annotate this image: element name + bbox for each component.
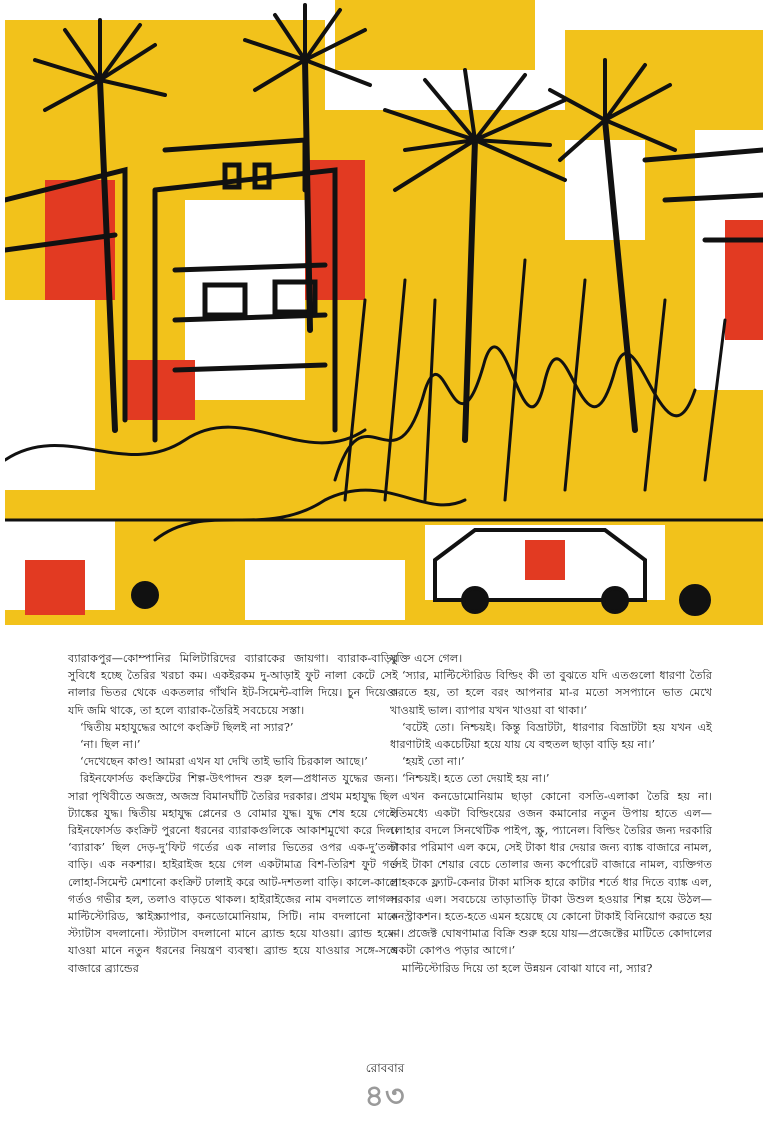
paragraph: যুক্তি এসে গেল। (390, 652, 463, 665)
paragraph: ‘স্যার, মাল্টিস্টোরিড বিল্ডিং কী তা বুঝতে যদি এতগুলো ধারণা তৈরি করতে হয়, তা হলে বরং আপনার মা-র মতো সসপ্যানে ভাত মেখে খাওয়াই ভাল। ব্যাপার যখন খাওয়া বা থাকা।’ (390, 669, 712, 717)
paragraph: ‘নিশ্চয়ই। হতে তো দেয়াই হয় না।’ (402, 772, 550, 786)
street-scene-illustration (5, 0, 763, 625)
paragraph: ‘বটেই তো। নিশ্চয়ই। কিন্তু বিভ্রাটটা, ধারণার বিভ্রাটটা হয় যখন এই ধারণাটাই একচেটিয়া হয়ে যায় যে বহুতল ছাড়া বাড়ি হয় না।’ (390, 720, 712, 752)
article-right-column (390, 650, 712, 977)
paragraph: রিইনফোর্সড কংক্রিটের শিল্প-উৎপাদন শুরু হল—প্রধানত যুদ্ধের জন্য। সারা পৃথিবীতে অজস্র, অজস্র বিমানঘাঁটি তৈরির দরকার। প্রথম মহাযুদ্ধ ছিল ট্যাঙ্কের যুদ্ধ। দ্বিতীয় মহাযুদ্ধ প্লেনের ও বোমার যুদ্ধ। যুদ্ধ শেষ হয়ে গেলে রিইনফোর্সড কংক্রিট পুরনো ধরনের ব্যারাকগুলিকে আকাশমুখো করে দিল। ‘ব্যারাক’ ছিল দেড়-দু’ফিট গর্তের এক নালার ভিতের ওপর এক-দু’তলা বাড়ি। এক নকশার। হাইরাইজ হয়ে গেল একটামাত্র বিশ-তিরিশ ফুট গর্ত লোহা-সিমেন্ট মেশানো কংক্রিট ঢালাই করে আট-দশতলা বাড়ি। কালে-কালে গর্তও গভীর হল, তলাও বাড়তে থাকল। হাইরাইজের নাম বদলাতে লাগল। মাল্টিস্টোরিড, স্কাইস্ক্র্যাপার, কনডোমোনিয়াম, সিটি। নাম বদলানো মানে স্ট্যাটাস বদলানো। স্ট্যাটাস বদলানো মানে ব্র্যান্ড হয়ে যাওয়া। ব্র্যান্ড হয়ে-যাওয়া মানে নতুন ধরনের নিয়ন্ত্রণ ব্যবস্থা। ব্র্যান্ড হয়ে যাওয়ার সঙ্গে-সঙ্গে বাজারে ব্র্যান্ডের (68, 772, 398, 975)
article-left-column (68, 650, 398, 977)
paragraph: ‘দেখেছেন কাণ্ড! আমরা এখন যা দেখি তাই ভাবি চিরকাল আছে।’ (80, 755, 368, 769)
paragraph: ‘দ্বিতীয় মহাযুদ্ধের আগে কংক্রিট ছিলই না স্যার?’ (80, 720, 294, 734)
street-scene-illustration-icon (5, 0, 763, 625)
magazine-name: রোববার (365, 1061, 405, 1075)
paragraph: ‘হয়ই তো না।’ (402, 755, 465, 769)
paragraph: ‘না। ছিল না।’ (80, 738, 141, 752)
paragraph: এখন কনডোমোনিয়াম ছাড়া কোনো বসতি-এলাকা তৈরি হয় না। ইতিমধ্যে একটা বিল্ডিংয়ের ওজন কমানোর নতুন উপায় হাতে এল—লোহার বদলে সিনথেটিক পাইপ, স্ক্রু, প্যানেল। বিল্ডিং তৈরির জন্য দরকারি টাকার পরিমাণ এল কমে, সেই টাকা ধার দেয়ার জন্য ব্যাঙ্ক বাজারে নামল, সেই টাকা শেয়ার বেচে তোলার জন্য কর্পোরেট বাজারে নামল, ব্যক্তিগত গ্রাহককে ফ্ল্যাট-কেনার টাকা মাসিক হারে কাটার শর্তে ধার দিতে ব্যাঙ্ক এল, সরকার এল। সবচেয়ে তাড়াতাড়ি টাকা উশুল হওয়ার শিল্প হয়ে উঠল—কনস্ট্রাকশন। হতে-হতে এমন হয়েছে যে কোনো টাকাই বিনিয়োগ করতে হয় না। প্রজেক্ট ঘোষণামাত্র বিক্রি শুরু হয়ে যায়—প্রজেক্টের মাটিতে কোদালের একটা কোপও পড়ার আগে।’ (390, 789, 712, 958)
paragraph: ব্যারাকপুর—কোম্পানির মিলিটারিদের ব্যারাকের জায়গা। ব্যারাক-বাড়ির সুবিধে হচ্ছে তৈরির খরচা কম। একইরকম দু-আড়াই ফুট নালা কেটে সেই নালার ভিতর থেকে একতলার গাঁথনি ইট-সিমেন্ট-বালি দিয়ে। চুন দিয়েও। যদি জমি থাকে, তা হলে ব্যারাক-তৈরিই সবচেয়ে সস্তা। (68, 652, 398, 717)
page-number: ৪৩ (364, 1079, 406, 1114)
paragraph: মাল্টিস্টোরিড দিয়ে তা হলে উন্নয়ন বোঝা যাবে না, স্যার? (402, 961, 653, 975)
